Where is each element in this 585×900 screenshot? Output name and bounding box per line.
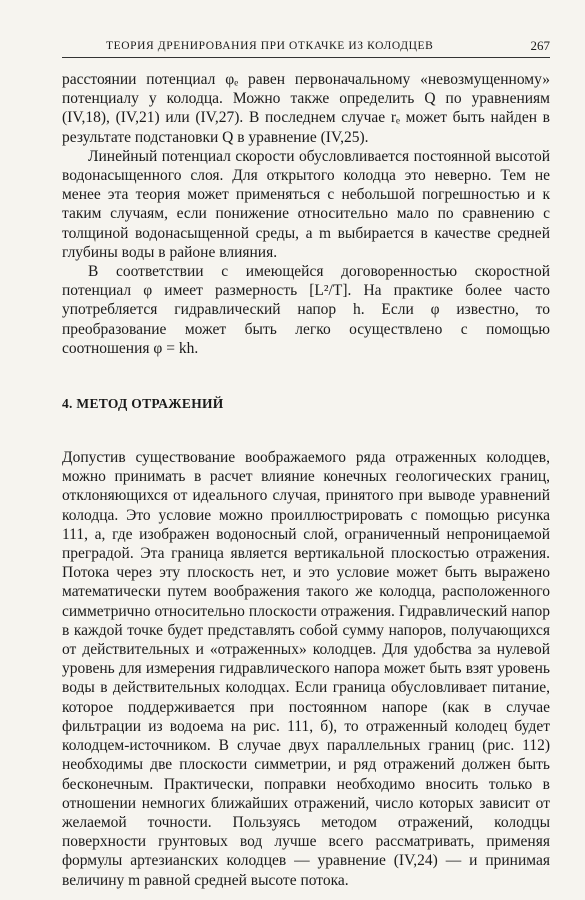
running-head [62,38,550,56]
section-heading: 4. МЕТОД ОТРАЖЕНИЙ [62,396,224,412]
paragraph-linear-potential: Линейный потенциал скорости обусловливается постоянной высотой водонасыщенного слоя. Для открытого колодца это неверно. Тем не менее эта теория может применяться с небольшой погрешностью и к таким случаям, если понижение относительно мало по сравнению с толщиной водонасыщенной среды, а m выбирается в качестве средней глубины воды в районе влияния. [62,147,550,261]
running-title: ТЕОРИЯ ДРЕНИРОВАНИЯ ПРИ ОТКАЧКЕ ИЗ КОЛОДЦЕВ [106,40,434,52]
page-number: 267 [530,38,550,53]
paragraph-dimension: В соответствии с имеющейся договоренностью скоростной потенциал φ имеет размерность [L²/T]. На практике более часто употребляется гидравлический напор h. Если φ известно, то преобразование может быть легко осуществлено с помощью соотношения φ = kh. [62,263,550,357]
section-body-paragraph: Допустив существование воображаемого ряда отраженных колодцев, можно принимать в расчет влияние конечных геологических границ, отклоняющихся от идеального случая, принятого при выводе уравнений колодца. Это условие можно проиллюстрировать с помощью рисунка 111, а, где изображен водоносный слой, ограниченный непроницаемой преградой. Эта граница является вертикальной плоскостью отражения. Потока через эту плоскость нет, и это условие может быть выражено математически путем воображения такого же колодца, расположенного симметрично относительно плоскости отражения. Гидравлический напор в каждой точке будет представлять собой сумму напоров, получающихся от действительных и «отраженных» колодцев. Для удобства за нулевой уровень для измерения гидравлического напора может быть взят уровень воды в действительных колодцах. Если граница обусловливает питание, которое поддерживается при постоянном напоре (как в случае фильтрации из водоема на рис. 111, б), то отраженный колодец будет колодцем-источником. В случае двух параллельных границ (рис. 112) необходимы две плоскости симметрии, и ряд отражений должен быть бесконечным. Практически, поправки необходимо вносить только в отношении немногих ближайших отражений, число которых зависит от желаемой точности. Пользуясь методом отражений, колодцы поверхности грунтовых вод лучше всего рассматривать, применяя формулы артезианских колодцев — уравнение (IV,24) — и принимая величину m равной средней высоте потока. [62,449,550,889]
book-page [62,38,550,890]
header-rule [62,57,550,58]
paragraph-continuation: расстоянии потенциал φₑ равен первоначальному «невозмущенному» потенциалу у колодца. Можно также определить Q по уравнениям (IV,18), (IV,21) или (IV,27). В последнем случае rₑ может быть найден в результате подстановки Q в уравнение (IV,25). [62,71,550,146]
